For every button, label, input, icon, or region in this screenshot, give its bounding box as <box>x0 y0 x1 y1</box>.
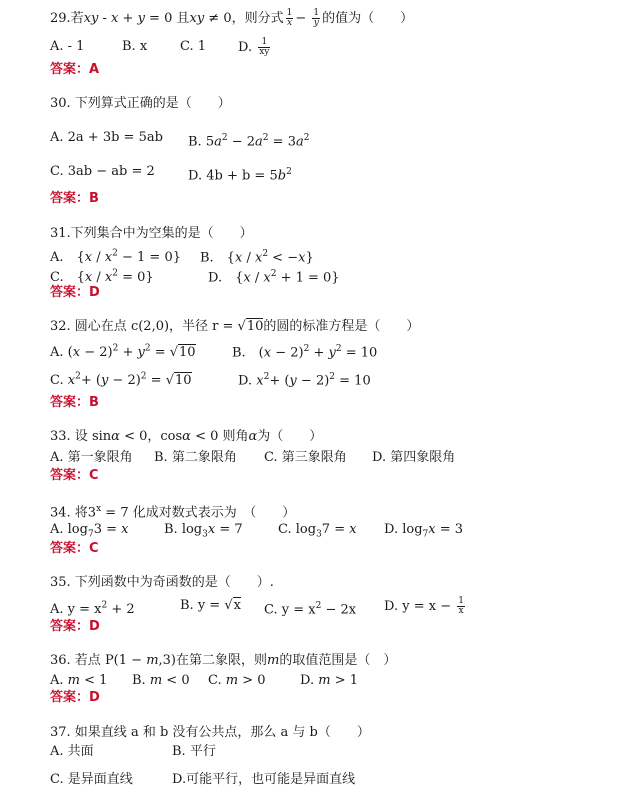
question-34-option-d: D. $\log_7x = 3$ <box>384 522 464 540</box>
question-35-option-a: A. $y = x^2 + 2$ <box>50 601 135 618</box>
question-33-options <box>50 449 456 467</box>
question-31-answer: 答案：D <box>50 285 100 300</box>
question-32-options-row-2 <box>50 368 371 390</box>
question-35-stem: 35. 下列函数中为奇函数的是（ ）. <box>50 575 274 590</box>
question-33-option-b: B. 第二象限角 <box>154 450 237 465</box>
question-29-stem: 29.若xy - x + y = 0 且xy ≠ 0，则分式 $\frac{1}{x}$ − $\frac{1}{y}$ 的值为（ ） <box>50 8 414 28</box>
question-34-stem: 34. 将$3^x = 7$ 化成对数式表示为 （ ） <box>50 504 296 521</box>
question-31-option-b: B. $\{x / x^2 < -x\}$ <box>200 249 314 266</box>
question-29-option-d: D. $\frac{1}{xy}$ <box>238 37 270 57</box>
question-29-option-a: A. - 1 <box>50 39 85 54</box>
question-30-option-b: B. $5a^2 - 2a^2 = 3a^2$ <box>188 133 310 150</box>
question-32-options-row-1 <box>50 340 378 362</box>
question-31-option-a: A. $\{x / x^2 - 1 = 0\}$ <box>50 249 182 266</box>
question-33-option-d: D. 第四象限角 <box>372 450 456 465</box>
fraction-1-over-x: $\frac{1}{x}$ <box>286 8 293 28</box>
question-30-options-row-2 <box>50 163 292 184</box>
question-32-stem: 32. 圆心在点 c(2,0)，半径 r = √10的圆的标准方程是（ ） <box>50 319 420 334</box>
question-34-answer: 答案：C <box>50 541 99 556</box>
question-36-stem: 36. 若点 P(1 − m,3)在第二象限，则m的取值范围是（ ） <box>50 653 397 668</box>
question-37-options-row-1 <box>50 743 216 761</box>
question-37-options-row-2 <box>50 771 356 789</box>
question-37-option-b: B. 平行 <box>172 744 216 759</box>
question-37-stem: 37. 如果直线 a 和 b 没有公共点，那么 a 与 b（ ） <box>50 725 370 740</box>
question-37-option-d: D.可能平行，也可能是异面直线 <box>172 772 356 787</box>
question-36-answer: 答案：D <box>50 690 100 705</box>
question-31-option-d: D. $\{x / x^2 + 1 = 0\}$ <box>208 269 340 286</box>
question-36-option-a: A. m < 1 <box>50 673 108 688</box>
question-30-options-row-1 <box>50 129 310 150</box>
question-33-option-a: A. 第一象限角 <box>50 450 133 465</box>
question-29-option-c: C. 1 <box>180 39 207 54</box>
question-35-option-b: B. y = √x <box>180 598 241 613</box>
question-30-option-a: A. 2a + 3b = 5ab <box>50 130 163 145</box>
question-32-answer: 答案：B <box>50 395 99 410</box>
question-35-answer: 答案：D <box>50 619 100 634</box>
question-36-option-d: D. m > 1 <box>300 673 358 688</box>
question-29-option-b: B. x <box>122 39 148 54</box>
question-30-option-d: D. $4b + b = 5b^2$ <box>188 167 292 184</box>
question-35-option-c: C. $y = x^2 - 2x$ <box>264 601 357 618</box>
question-37-option-a: A. 共面 <box>50 744 94 759</box>
question-34-option-a: A. $\log_73 = x$ <box>50 522 129 540</box>
question-29-answer: 答案：A <box>50 62 100 77</box>
question-30-option-c: C. 3ab − ab = 2 <box>50 164 155 179</box>
question-30-answer: 答案：B <box>50 191 99 206</box>
fraction-1-over-y: $\frac{1}{y}$ <box>313 8 320 28</box>
question-29-options <box>50 37 270 57</box>
question-32-option-d: D. $x^2+ (y - 2)^2 = 10$ <box>238 372 371 389</box>
question-30-stem: 30. 下列算式正确的是（ ） <box>50 96 231 111</box>
question-36-option-b: B. m < 0 <box>132 673 190 688</box>
question-34-option-c: C. $\log_37 = x$ <box>278 522 357 540</box>
question-33-option-c: C. 第三象限角 <box>264 450 347 465</box>
question-36-options <box>50 672 358 690</box>
question-37-option-c: C. 是异面直线 <box>50 772 133 787</box>
question-36-option-c: C. m > 0 <box>208 673 266 688</box>
question-32-option-c: C. $x^2+ (y - 2)^2 = √10$ <box>50 372 192 389</box>
question-33-answer: 答案：C <box>50 468 99 483</box>
question-34-option-b: B. $\log_3x = 7$ <box>164 522 243 540</box>
question-33-stem: 33. 设 sinα < 0，cosα < 0 则角α为（ ） <box>50 429 323 444</box>
question-31-stem: 31.下列集合中为空集的是（ ） <box>50 226 253 241</box>
question-32-option-a: A. $(x - 2)^2 + y^2 = √10$ <box>50 344 196 361</box>
question-31-option-c: C. $\{x / x^2 = 0\}$ <box>50 269 154 286</box>
question-35-options <box>50 596 464 619</box>
question-35-option-d: D. y = x − $\frac{1}{x}$ <box>384 596 464 616</box>
question-31-options-row-1 <box>50 245 314 267</box>
question-32-option-b: B. $(x - 2)^2 + y^2 = 10$ <box>232 344 378 361</box>
